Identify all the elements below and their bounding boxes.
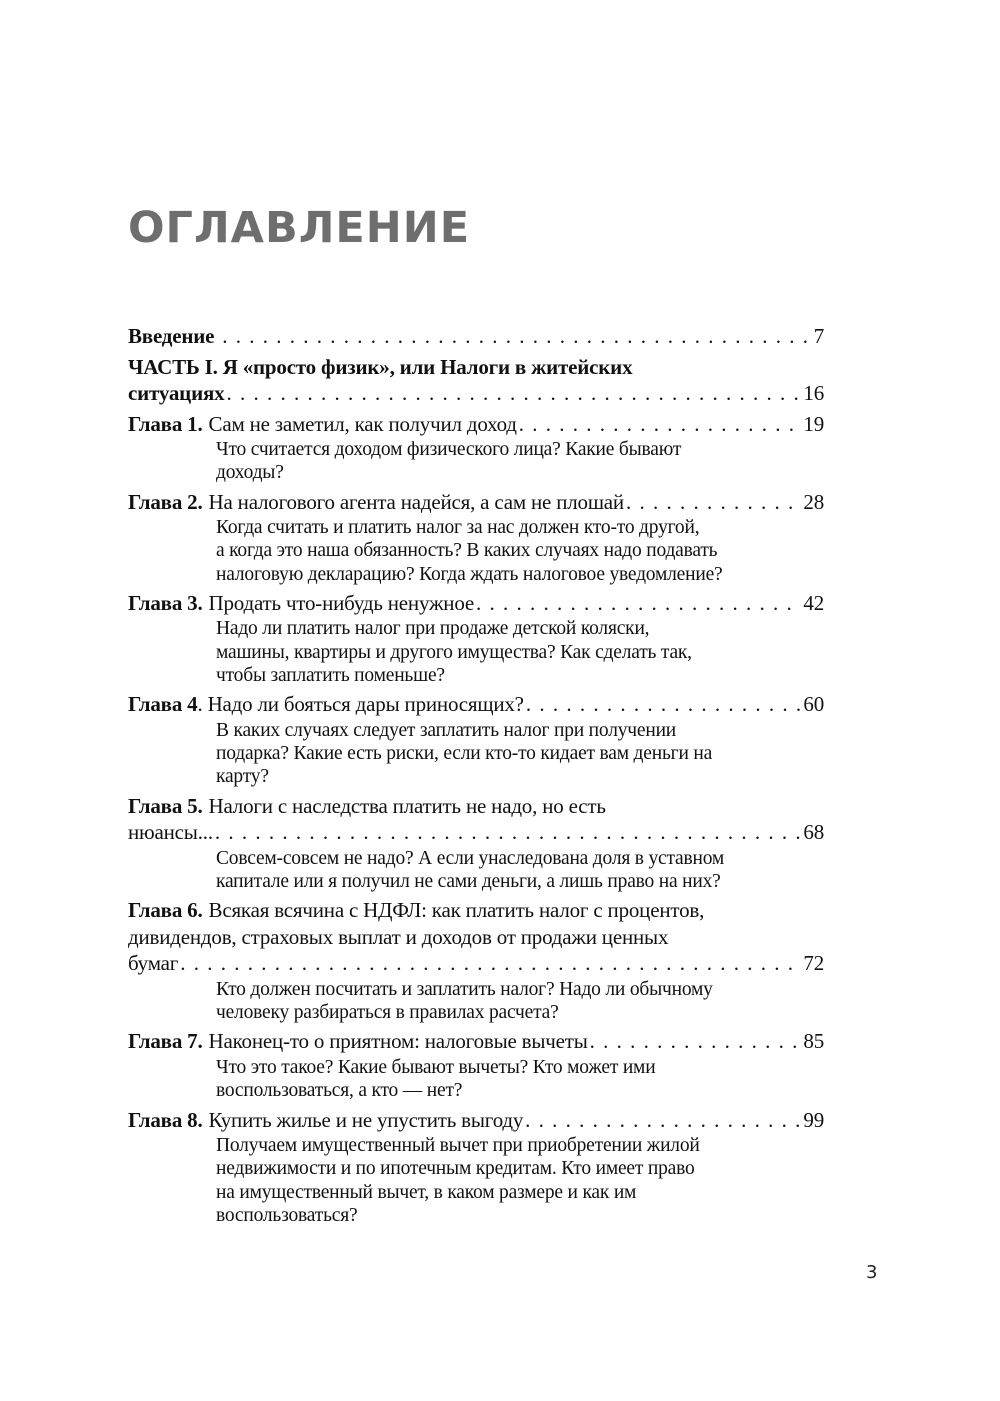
toc-line [128, 354, 824, 381]
entry-title: ситуациях [128, 381, 225, 405]
entry-label: Глава 1. [128, 411, 203, 436]
dot-leader [626, 489, 801, 516]
entry-title: Сам не заметил, как получил доход [208, 411, 517, 436]
entry-title: ЧАСТЬ I. Я «просто физик», или Налоги в житейских [128, 354, 633, 379]
dot-leader [590, 1028, 802, 1055]
description-line: чтобы заплатить поменьше? [216, 665, 445, 687]
entry-title: бумаг [128, 951, 179, 976]
page-number: 3 [866, 1262, 878, 1283]
description-line: Надо ли платить налог при продаже детской коляски, [216, 618, 650, 640]
description-line: карту? [216, 766, 269, 788]
entry-page: 7 [813, 324, 824, 348]
description-line: Что это такое? Какие бывают вычеты? Кто может ими [216, 1056, 656, 1078]
entry-page: 42 [803, 590, 824, 615]
toc-entry[interactable] [128, 691, 824, 788]
description-line: воспользоваться? [216, 1204, 358, 1226]
page-title: ОГЛАВЛЕНИЕ [128, 203, 471, 253]
description-line: на имущественный вычет, в каком размере и как им [216, 1181, 637, 1203]
description-line: капитале или я получил не сами деньги, а лишь право на них? [216, 871, 721, 893]
table-of-contents [128, 323, 824, 1231]
dot-leader [180, 950, 801, 977]
entry-page: 16 [803, 381, 824, 405]
entry-label: Глава 4 [128, 692, 198, 717]
entry-description [128, 438, 824, 485]
dot-leader [526, 691, 802, 718]
description-line: налоговую декларацию? Когда ждать налоговое уведомление? [216, 563, 723, 585]
toc-entry[interactable] [128, 793, 824, 894]
entry-page: 19 [803, 411, 824, 436]
entry-description [128, 1056, 824, 1103]
entry-title: Наконец-то о приятном: налоговые вычеты [208, 1029, 588, 1054]
entry-title: . Надо ли бояться дары приносящих? [197, 692, 524, 717]
entry-label: Глава 3. [128, 590, 203, 615]
entry-label: Глава 2. [128, 489, 203, 514]
description-line: Совсем-совсем не надо? А если унаследована доля в уставном [216, 847, 725, 869]
toc-entry[interactable] [128, 354, 824, 407]
description-line: а когда это наша обязанность? В каких случаях надо подавать [216, 540, 718, 562]
entry-label: Глава 6. [128, 898, 203, 923]
toc-line [128, 380, 824, 407]
toc-line [128, 897, 824, 924]
description-line: Кто должен посчитать и заплатить налог? Надо ли обычному [216, 978, 713, 1000]
entry-description [128, 847, 824, 894]
toc-entry[interactable] [128, 590, 824, 687]
description-line: недвижимости и по ипотечным кредитам. Кто имеет право [216, 1158, 695, 1180]
toc-entry[interactable] [128, 411, 824, 485]
toc-line [128, 590, 824, 617]
entry-description [128, 978, 824, 1025]
entry-title: нюансы... [128, 820, 213, 845]
toc-entry[interactable] [128, 323, 824, 350]
description-line: Получаем имущественный вычет при приобретении жилой [216, 1135, 700, 1157]
entry-label: Глава 5. [128, 793, 203, 818]
entry-title: Налоги с наследства платить не надо, но есть [208, 793, 606, 818]
toc-line [128, 1028, 824, 1055]
entry-label: Введение [128, 324, 215, 348]
toc-line [128, 793, 824, 820]
toc-entry[interactable] [128, 1028, 824, 1102]
toc-line [128, 489, 824, 516]
dot-leader [519, 411, 802, 438]
dot-leader [476, 590, 801, 617]
toc-entry[interactable] [128, 897, 824, 1024]
description-line: Что считается доходом физического лица? Какие бывают [216, 439, 682, 460]
entry-title: Продать что-нибудь ненужное [208, 590, 474, 615]
entry-page: 68 [803, 820, 824, 845]
toc-entry[interactable] [128, 489, 824, 586]
entry-description [128, 516, 824, 586]
toc-line [128, 950, 824, 977]
dot-leader [226, 380, 801, 407]
entry-title: дивидендов, страховых выплат и доходов от продажи ценных [128, 924, 669, 949]
entry-description [128, 719, 824, 789]
entry-title: Купить жилье и не упустить выгоду [208, 1107, 524, 1132]
description-line: человеку разбираться в правилах расчета? [216, 1002, 559, 1024]
toc-line [128, 924, 824, 951]
description-line: подарка? Какие есть риски, если кто-то кидает вам деньги на [216, 743, 713, 765]
toc-line [128, 323, 824, 350]
dot-leader [215, 819, 802, 846]
entry-page: 85 [803, 1029, 824, 1054]
entry-description [128, 1134, 824, 1227]
description-line: Когда считать и платить налог за нас должен кто-то другой, [216, 517, 700, 539]
toc-line [128, 691, 824, 718]
entry-label: Глава 8. [128, 1107, 203, 1132]
entry-page: 99 [803, 1107, 824, 1132]
description-line: машины, квартиры и другого имущества? Как сделать так, [216, 641, 692, 663]
description-line: воспользоваться, а кто — нет? [216, 1080, 463, 1102]
entry-page: 60 [803, 692, 824, 717]
dot-leader [222, 323, 811, 350]
toc-line [128, 1107, 824, 1134]
description-line: доходы? [216, 462, 284, 484]
toc-line [128, 819, 824, 846]
entry-title: Всякая всячина с НДФЛ: как платить налог с процентов, [208, 898, 705, 923]
description-line: В каких случаях следует заплатить налог при получении [216, 719, 677, 741]
dot-leader [525, 1107, 801, 1134]
entry-title: На налогового агента надейся, а сам не плошай [208, 489, 624, 514]
toc-line [128, 411, 824, 438]
entry-page: 72 [803, 951, 824, 976]
entry-label: Глава 7. [128, 1029, 203, 1054]
entry-description [128, 617, 824, 687]
entry-page: 28 [803, 489, 824, 514]
toc-entry[interactable] [128, 1107, 824, 1228]
